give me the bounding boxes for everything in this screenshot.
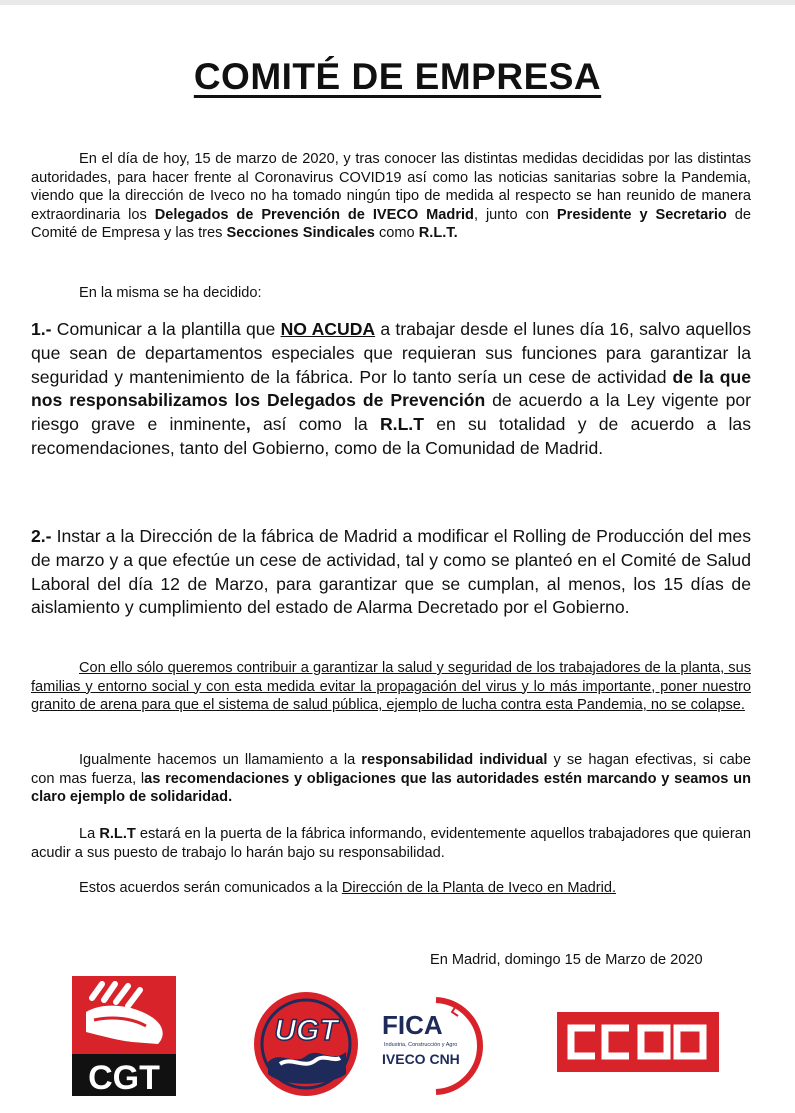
fica-logo-subtitle: Industria, Construcción y Agro — [384, 1042, 458, 1048]
ccoo-logo-text: CCOO — [636, 1070, 640, 1071]
contribute-paragraph: Con ello sólo queremos contribuir a garantizar la salud y seguridad de los trabajadores de la planta, sus familias y entorno social y con esta medida evitar la propagación del virus y lo más importante, poner nuestro granito de arena para que el sistema de salud pública, ejemplo de lucha contra esta Pandemia, no se colapse. — [31, 660, 751, 713]
document-title: COMITÉ DE EMPRESA — [193, 56, 602, 97]
ugt-logo-text: UGT — [274, 1014, 338, 1047]
point-2-paragraph: 2.- Instar a la Dirección de la fábrica de Madrid a modificar el Rolling de Producción del mes de marzo y a que efectúe un cese de actividad, tal y como se planteó en el Comité de Salud Laboral del día 12 de Marzo, para garantizar que se cumplan, al menos, los 15 días de aislamiento y cumplimiento del estado de Alarma Decretado por el Gobierno. — [31, 526, 751, 618]
cgt-logo — [72, 976, 176, 1096]
signature-date: En Madrid, domingo 15 de Marzo de 2020 — [430, 952, 703, 968]
ccoo-logo — [557, 1012, 719, 1072]
decided-line: En la misma se ha decidido: — [79, 285, 262, 301]
top-bar — [0, 0, 795, 5]
ugt-logo — [250, 990, 362, 1098]
cgt-logo-text: CGT — [88, 1059, 160, 1096]
point-1-paragraph: 1.- Comunicar a la plantilla que NO ACUDA a trabajar desde el lunes día 16, salvo aquellos que sean de departamentos especiales que requieran sus funciones para garantizar la seguridad y mantenimiento de la fábrica. Por lo tanto sería un cese de actividad de la que nos responsabilizamos los Delegados de Prevención de acuerdo a la Ley vigente por riesgo grave e inminente, así como la R.L.T en su totalidad y de acuerdo a las recomendaciones, tanto del Gobierno, como de la Comunidad de Madrid. — [31, 319, 752, 458]
fica-logo-title: FICA — [382, 1010, 443, 1040]
appeal-paragraph: Igualmente hacemos un llamamiento a la responsabilidad individual y se hagan efectivas, si cabe con mas fuerza, las recomendaciones y obligaciones que las autoridades estén marcando y seamos un claro ejemplo de solidaridad. — [31, 752, 752, 805]
intro-paragraph: En el día de hoy, 15 de marzo de 2020, y tras conocer las distintas medidas decididas por las distintas autoridades, para hacer frente al Coronavirus COVID19 así como las noticias sanitarias sobre la Pandemia, viendo que la dirección de Iveco no ha tomado ningún tipo de medida al respecto se han reunido de manera extraordinaria los Delegados de Prevención de IVECO Madrid, junto con Presidente y Secretario de Comité de Empresa y las tres Secciones Sindicales como R.L.T. — [31, 151, 751, 241]
fica-logo — [376, 994, 496, 1098]
rlt-paragraph: La R.L.T estará en la puerta de la fábrica informando, evidentemente aquellos trabajadores que quieran acudir a sus puesto de trabajo lo harán bajo su responsabilidad. — [31, 826, 751, 861]
agreements-paragraph: Estos acuerdos serán comunicados a la Dirección de la Planta de Iveco en Madrid. — [79, 880, 617, 896]
fica-logo-brand: IVECO CNH — [382, 1051, 460, 1067]
